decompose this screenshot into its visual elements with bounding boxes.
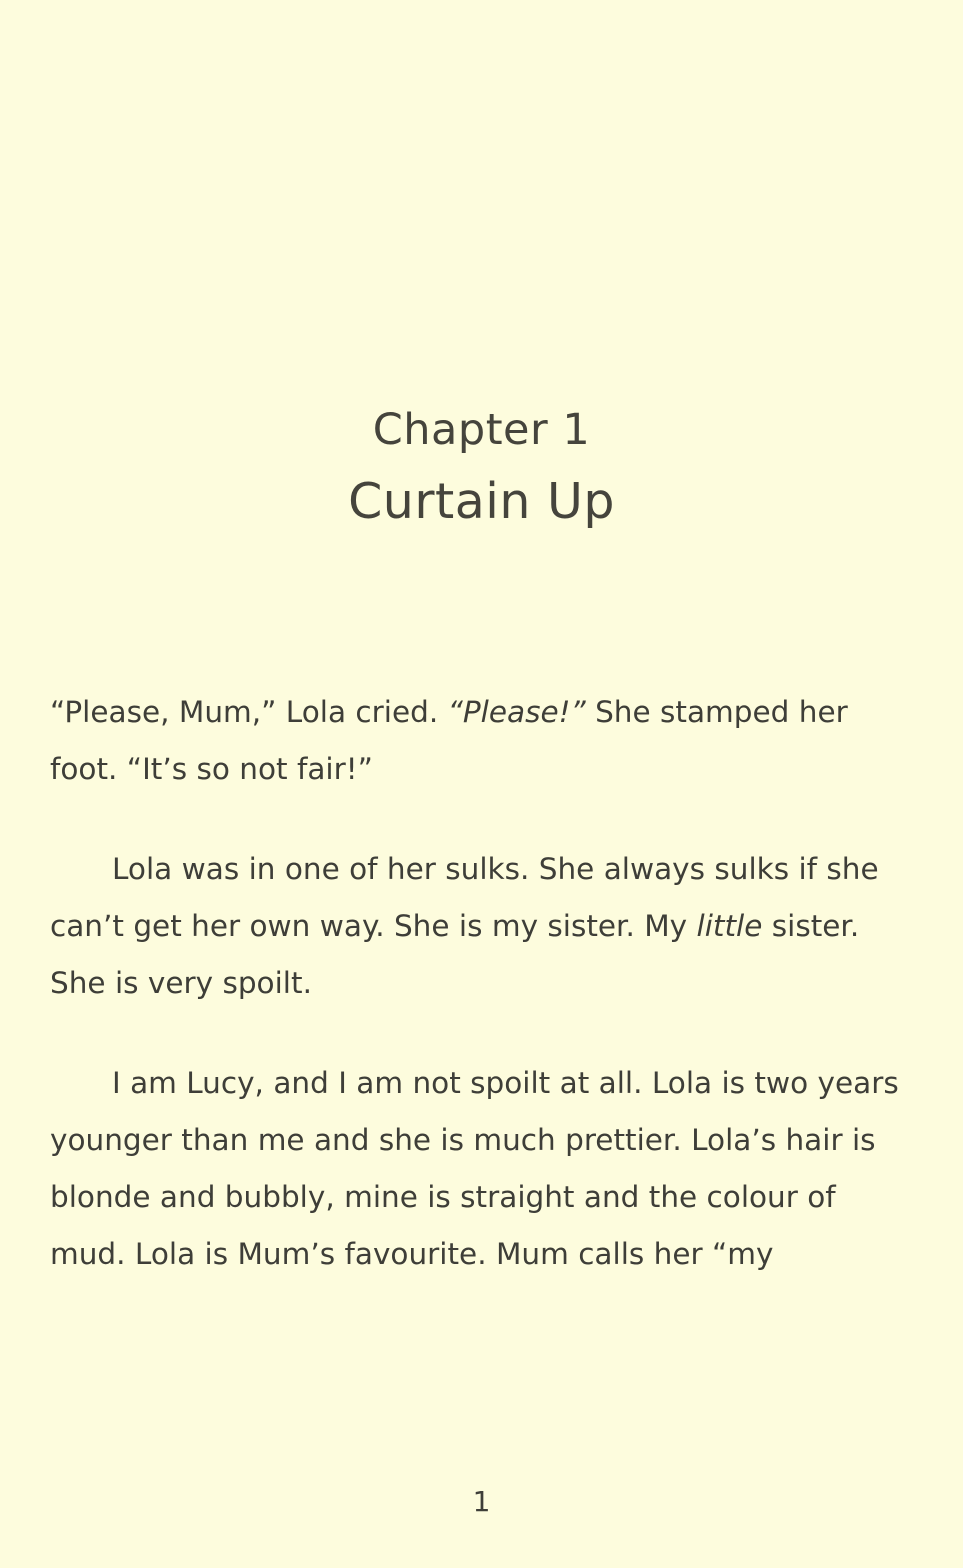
chapter-title: Curtain Up [348,472,615,530]
paragraph [50,1055,913,1283]
text-run: “Please, Mum,” Lola cried. [50,694,448,729]
text-run: I am Lucy, and I am not spoilt at all. Lola is two years younger than me and she is much prettier. Lola’s hair is blonde and bubbly, mine is straight and the colour of mud. Lola is Mum’s favourite. Mum calls her “my [50,1065,899,1271]
body-text [50,684,913,1283]
text-run: She stamped her foot. “It’s so not fair!” [50,694,848,786]
text-run: Lola was in one of her sulks. She always sulks if she can’t get her own way. She is my sister. My [50,851,879,943]
page-number: 1 [472,1485,491,1518]
text-run: sister. She is very spoilt. [50,908,860,1000]
paragraph [50,841,913,1012]
chapter-heading-block [50,405,913,532]
chapter-number: Chapter 1 [372,405,591,455]
emphasised-text: “Please!” [447,694,586,729]
paragraph [50,684,913,798]
emphasised-text: little [696,908,763,943]
